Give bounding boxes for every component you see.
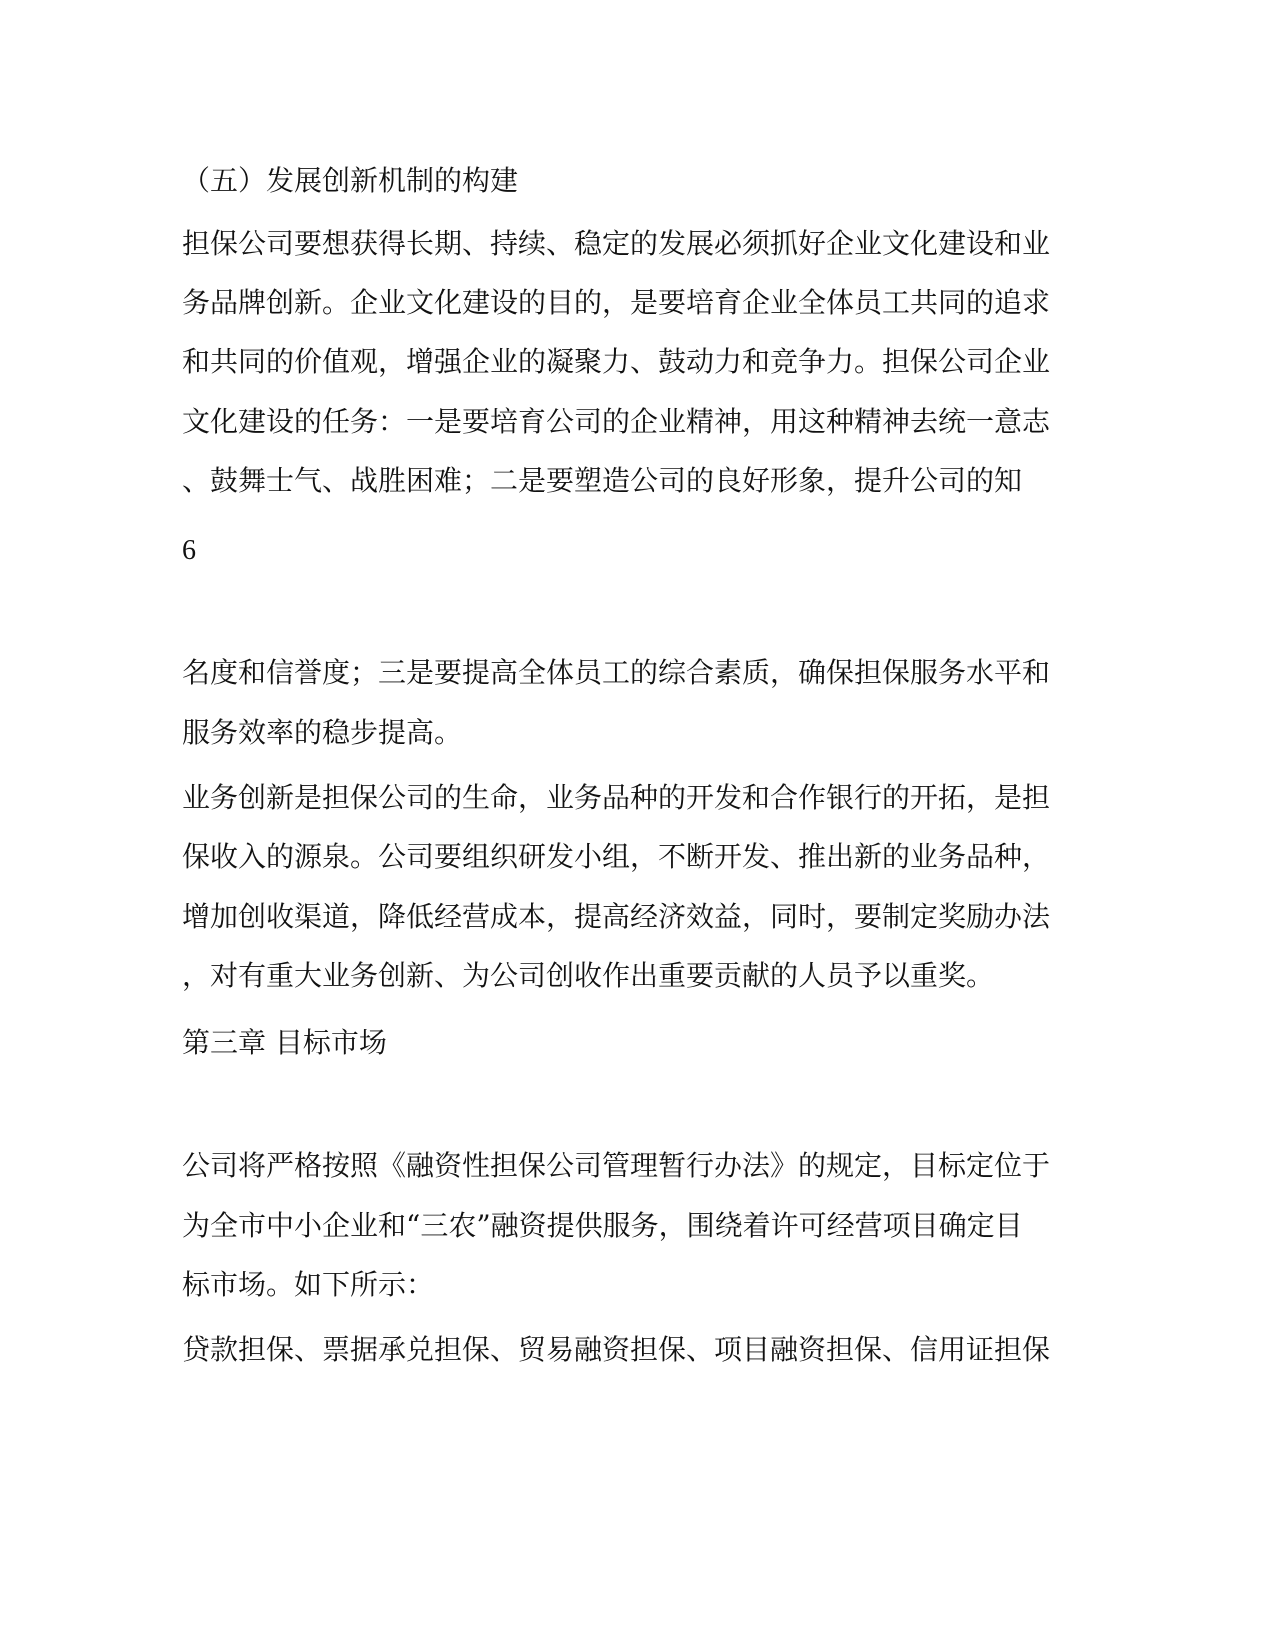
paragraph-line: ，对有重大业务创新、为公司创收作出重要贡献的人员予以重奖。 <box>182 959 995 992</box>
chapter-heading: 第三章 目标市场 <box>182 1026 387 1059</box>
paragraph-line: 名度和信誉度；三是要提高全体员工的综合素质，确保担保服务水平和 <box>182 656 1051 689</box>
paragraph-line: 标市场。如下所示： <box>182 1268 435 1301</box>
paragraph-line: 务品牌创新。企业文化建设的目的，是要培育企业全体员工共同的追求 <box>182 286 1051 319</box>
paragraph-line: 担保公司要想获得长期、持续、稳定的发展必须抓好企业文化建设和业 <box>182 227 1051 260</box>
paragraph-line: 业务创新是担保公司的生命，业务品种的开发和合作银行的开拓，是担 <box>182 781 1051 814</box>
section-heading: （五）发展创新机制的构建 <box>182 164 519 197</box>
paragraph-line: 、鼓舞士气、战胜困难；二是要塑造公司的良好形象，提升公司的知 <box>182 464 1023 497</box>
paragraph-line: 增加创收渠道，降低经营成本，提高经济效益，同时，要制定奖励办法 <box>182 900 1051 933</box>
paragraph-line: 保收入的源泉。公司要组织研发小组，不断开发、推出新的业务品种， <box>182 840 1051 873</box>
page-number: 6 <box>182 535 196 566</box>
paragraph-line: 公司将严格按照《融资性担保公司管理暂行办法》的规定，目标定位于 <box>182 1149 1051 1182</box>
paragraph-line: 贷款担保、票据承兑担保、贸易融资担保、项目融资担保、信用证担保 <box>182 1333 1051 1366</box>
paragraph-line: 为全市中小企业和“三农”融资提供服务，围绕着许可经营项目确定目 <box>182 1209 1023 1242</box>
paragraph-line: 和共同的价值观，增强企业的凝聚力、鼓动力和竞争力。担保公司企业 <box>182 345 1051 378</box>
paragraph-line: 服务效率的稳步提高。 <box>182 716 463 749</box>
paragraph-line: 文化建设的任务：一是要培育公司的企业精神，用这种精神去统一意志 <box>182 405 1051 438</box>
